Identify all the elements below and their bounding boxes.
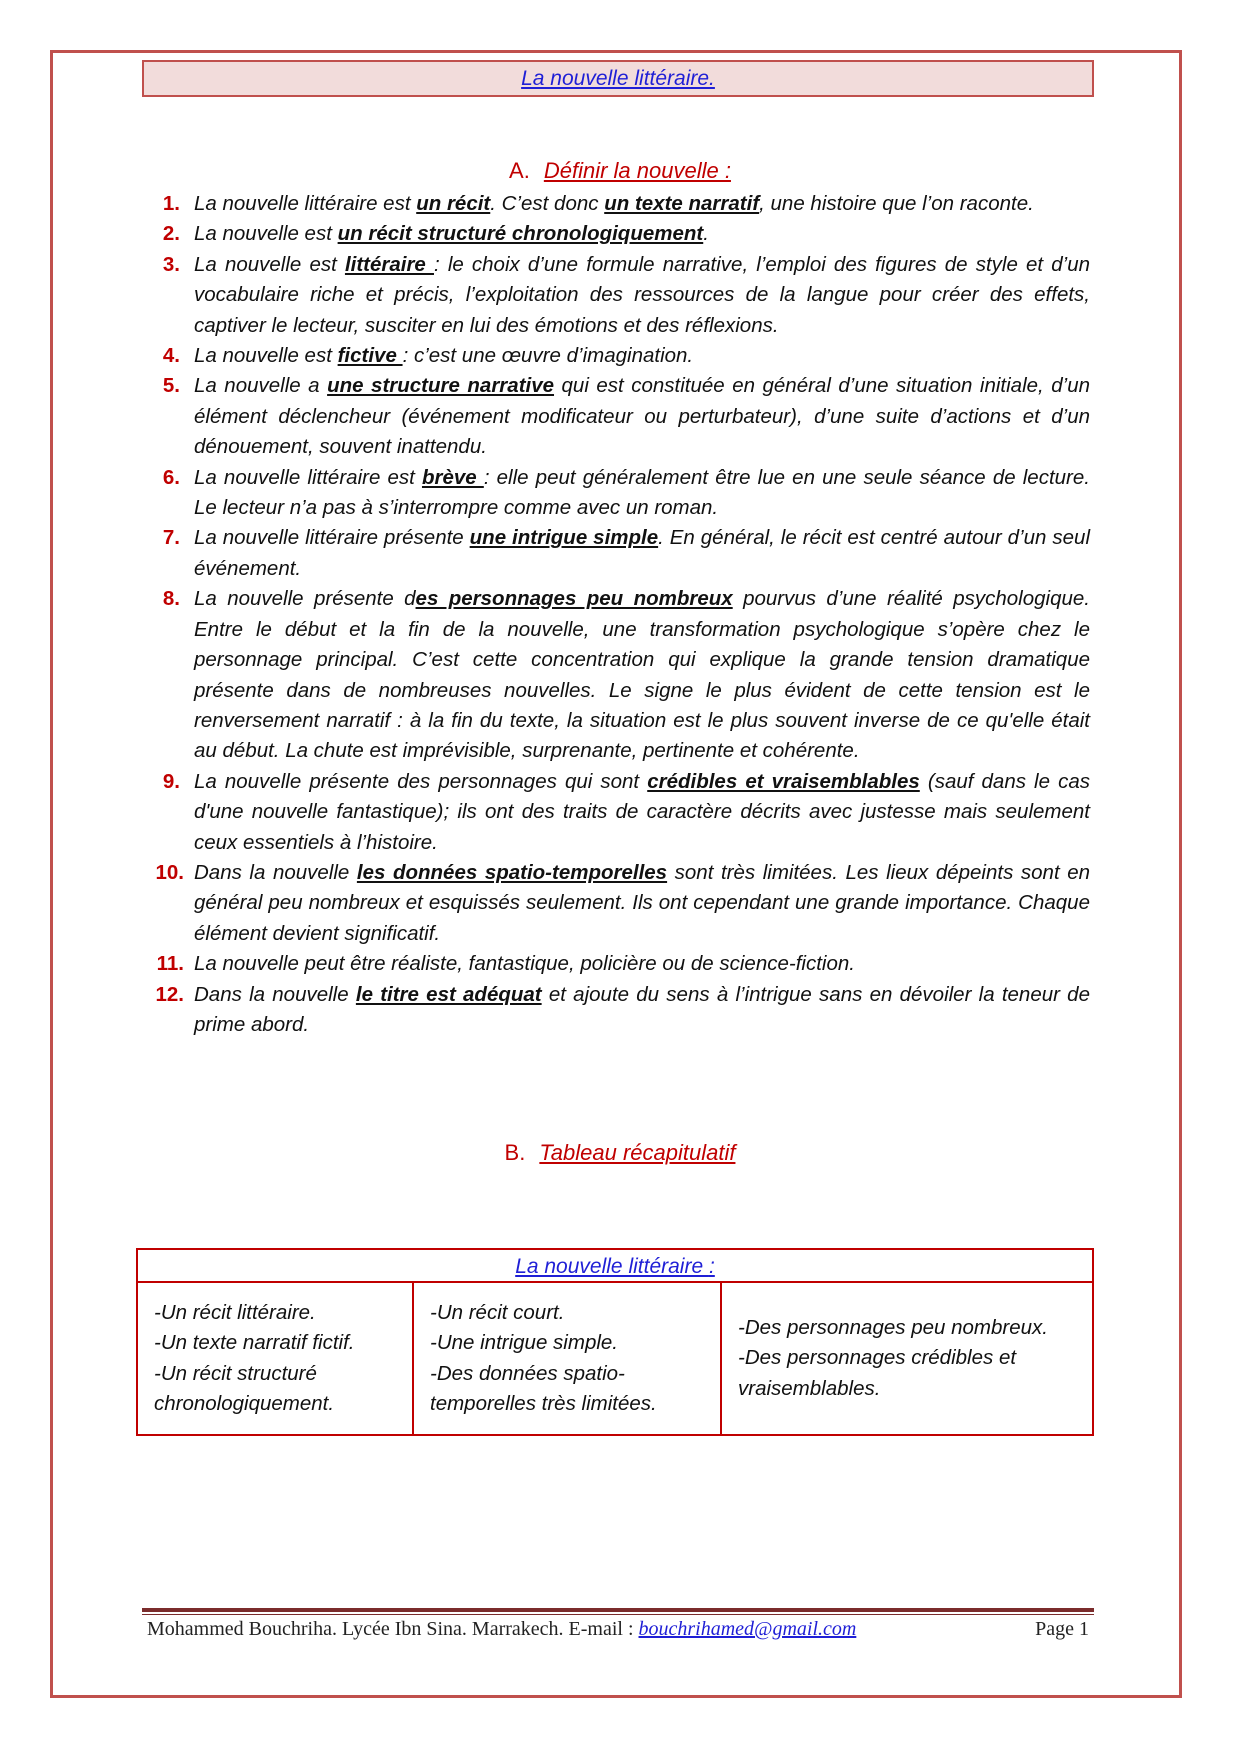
section-a-heading — [0, 158, 1240, 184]
text-segment: qui est constituée en général d’une situation initiale, d’un élément déclencheur (événement modificateur ou perturbateur), d’une suite d’actions et d’un dénouement, souvent inattendu. — [194, 374, 1090, 459]
key-term: un texte narratif — [604, 192, 760, 215]
recap-column-2 — [414, 1283, 722, 1434]
key-term: brève — [421, 465, 484, 489]
footer-email-link[interactable]: bouchrihamed@gmail.com — [638, 1618, 857, 1640]
definition-item — [150, 767, 1090, 858]
section-b-letter: B. — [504, 1140, 526, 1165]
text-segment: La nouvelle présente des personnages qui sont — [194, 769, 648, 793]
recap-line: -Un récit structuré — [154, 1361, 317, 1385]
recap-line: temporelles très limitées. — [430, 1391, 657, 1415]
definition-number: 9. — [162, 769, 180, 793]
recap-column-1 — [138, 1283, 414, 1434]
text-segment: La nouvelle est — [194, 222, 338, 246]
key-term: un récit — [416, 192, 491, 215]
definition-text — [194, 253, 1090, 337]
recap-table — [136, 1248, 1094, 1436]
recap-line: -Un récit littéraire. — [154, 1300, 316, 1324]
definition-text — [194, 770, 1090, 854]
document-title: La nouvelle littéraire. — [521, 66, 715, 90]
definition-number: 1. — [162, 192, 180, 215]
key-term: une structure narrative — [327, 374, 555, 398]
text-segment: pourvus d’une réalité psychologique. Entre le début et la fin de la nouvelle, une transformation psychologique s’opère chez le personnage principal. C’est cette concentration qui explique la grande tension dramatique présente dans de nombreuses nouvelles. Le signe le plus évident de cette tension est le renversement narratif : à la fin du texte, la situation est le plus souvent inverse de ce qu'elle était au début. La chute est imprévisible, surprenante, pertinente et cohérente. — [194, 587, 1090, 763]
text-segment: sont très limitées. Les lieux dépeints sont en général peu nombreux et esquissés seulement. Ils ont cependant une grande importance. Chaque élément devient significatif. — [194, 860, 1091, 945]
text-segment: . — [703, 222, 709, 246]
footer-credit — [147, 1618, 856, 1641]
recap-column-3 — [722, 1283, 1092, 1434]
text-segment: La nouvelle littéraire est — [194, 465, 422, 489]
definition-number: 2. — [162, 222, 180, 246]
section-b-heading — [0, 1140, 1240, 1166]
definition-number: 6. — [162, 465, 180, 489]
text-segment: : c’est une œuvre d’imagination. — [402, 344, 694, 368]
definition-text — [194, 983, 1090, 1036]
definition-item — [150, 463, 1090, 524]
definition-number: 7. — [162, 526, 180, 550]
definition-number: 10. — [155, 860, 184, 884]
key-term: le titre est adéquat — [355, 982, 542, 1006]
document-title-box — [142, 60, 1094, 97]
definition-text — [194, 587, 1090, 762]
key-term: les données spatio-temporelles — [356, 860, 668, 884]
footer-rule-thick — [142, 1608, 1094, 1612]
text-segment: Dans la nouvelle — [194, 982, 356, 1006]
definition-item — [150, 341, 1090, 371]
definition-number: 4. — [162, 344, 180, 368]
definition-number: 3. — [162, 252, 180, 276]
definition-text — [194, 344, 693, 367]
section-a-title: Définir la nouvelle : — [543, 158, 731, 183]
recap-line: -Des personnages peu nombreux. — [738, 1315, 1048, 1339]
definition-number: 8. — [162, 587, 180, 611]
definition-text — [194, 526, 1090, 579]
definition-item — [150, 523, 1090, 584]
text-segment: La nouvelle est — [194, 252, 345, 276]
footer — [147, 1618, 1089, 1648]
definition-item — [150, 858, 1090, 949]
definition-number: 12. — [155, 982, 184, 1006]
definition-item — [150, 250, 1090, 341]
section-a-letter: A. — [509, 158, 530, 183]
text-segment: La nouvelle a — [194, 374, 328, 398]
definition-item — [150, 980, 1090, 1041]
text-segment: . En général, le récit est centré autour d’un seul événement. — [194, 526, 1090, 580]
recap-line: -Un texte narratif fictif. — [154, 1331, 355, 1355]
page-number: Page 1 — [1035, 1618, 1089, 1640]
definition-list — [150, 189, 1090, 1040]
recap-line: chronologiquement. — [154, 1391, 335, 1415]
definition-text — [194, 192, 1034, 215]
definition-number: 11. — [156, 952, 184, 976]
recap-line: -Une intrigue simple. — [430, 1331, 618, 1355]
key-term: es personnages peu nombreux — [415, 587, 733, 611]
definition-item — [150, 189, 1090, 219]
text-segment: : le choix d’une formule narrative, l’emploi des figures de style et d’un vocabulaire riche et précis, l’exploitation des ressources de la langue pour créer des effets, captiver le lecteur, susciter en lui des émotions et des réflexions. — [194, 252, 1090, 337]
footer-rule-thin — [142, 1614, 1094, 1615]
definition-number: 5. — [162, 374, 180, 398]
definition-text — [194, 952, 855, 975]
text-segment: , une histoire que l’on raconte. — [759, 192, 1034, 215]
recap-title-colon: : — [708, 1255, 715, 1278]
recap-line: vraisemblables. — [738, 1376, 881, 1400]
text-segment: et ajoute du sens à l’intrigue sans en dévoiler la teneur de prime abord. — [194, 982, 1090, 1036]
recap-title-underlined: La nouvelle littéraire — [515, 1255, 709, 1278]
definition-item — [150, 219, 1090, 249]
key-term: un récit structuré chronologiquement — [337, 222, 704, 246]
definition-item — [150, 949, 1090, 979]
key-term: une intrigue simple — [469, 526, 659, 550]
definition-item — [150, 584, 1090, 766]
text-segment: La nouvelle présente d — [194, 587, 416, 611]
section-b-title: Tableau récapitulatif — [539, 1140, 736, 1165]
definition-text — [194, 374, 1090, 458]
key-term: crédibles et vraisemblables — [647, 769, 920, 793]
recap-line: -Des personnages crédibles et — [738, 1346, 1017, 1370]
recap-table-title — [138, 1250, 1092, 1283]
key-term: fictive — [337, 344, 403, 368]
text-segment: La nouvelle est — [194, 344, 338, 368]
text-segment: (sauf dans le cas d'une nouvelle fantastique); ils ont des traits de caractère décrits avec justesse mais seulement ceux essentiels à l’histoire. — [194, 769, 1090, 854]
definition-item — [150, 371, 1090, 462]
text-segment: La nouvelle littéraire présente — [194, 526, 470, 550]
definition-text — [194, 222, 709, 245]
text-segment: . C’est donc — [490, 192, 605, 215]
text-segment: La nouvelle littéraire est — [194, 192, 417, 215]
text-segment: Dans la nouvelle — [194, 860, 357, 884]
text-segment: La nouvelle peut être réaliste, fantastique, policière ou de science-fiction. — [194, 952, 855, 976]
text-segment: : elle peut généralement être lue en une seule séance de lecture. Le lecteur n’a pas à s’interrompre comme avec un roman. — [194, 465, 1090, 520]
key-term: littéraire — [344, 252, 434, 276]
definition-text — [194, 466, 1090, 519]
footer-author: Mohammed Bouchriha. Lycée Ibn Sina. Marrakech. E-mail : — [147, 1618, 639, 1640]
recap-line: -Des données spatio- — [430, 1361, 625, 1385]
definition-text — [194, 861, 1090, 945]
recap-line: -Un récit court. — [430, 1300, 565, 1324]
